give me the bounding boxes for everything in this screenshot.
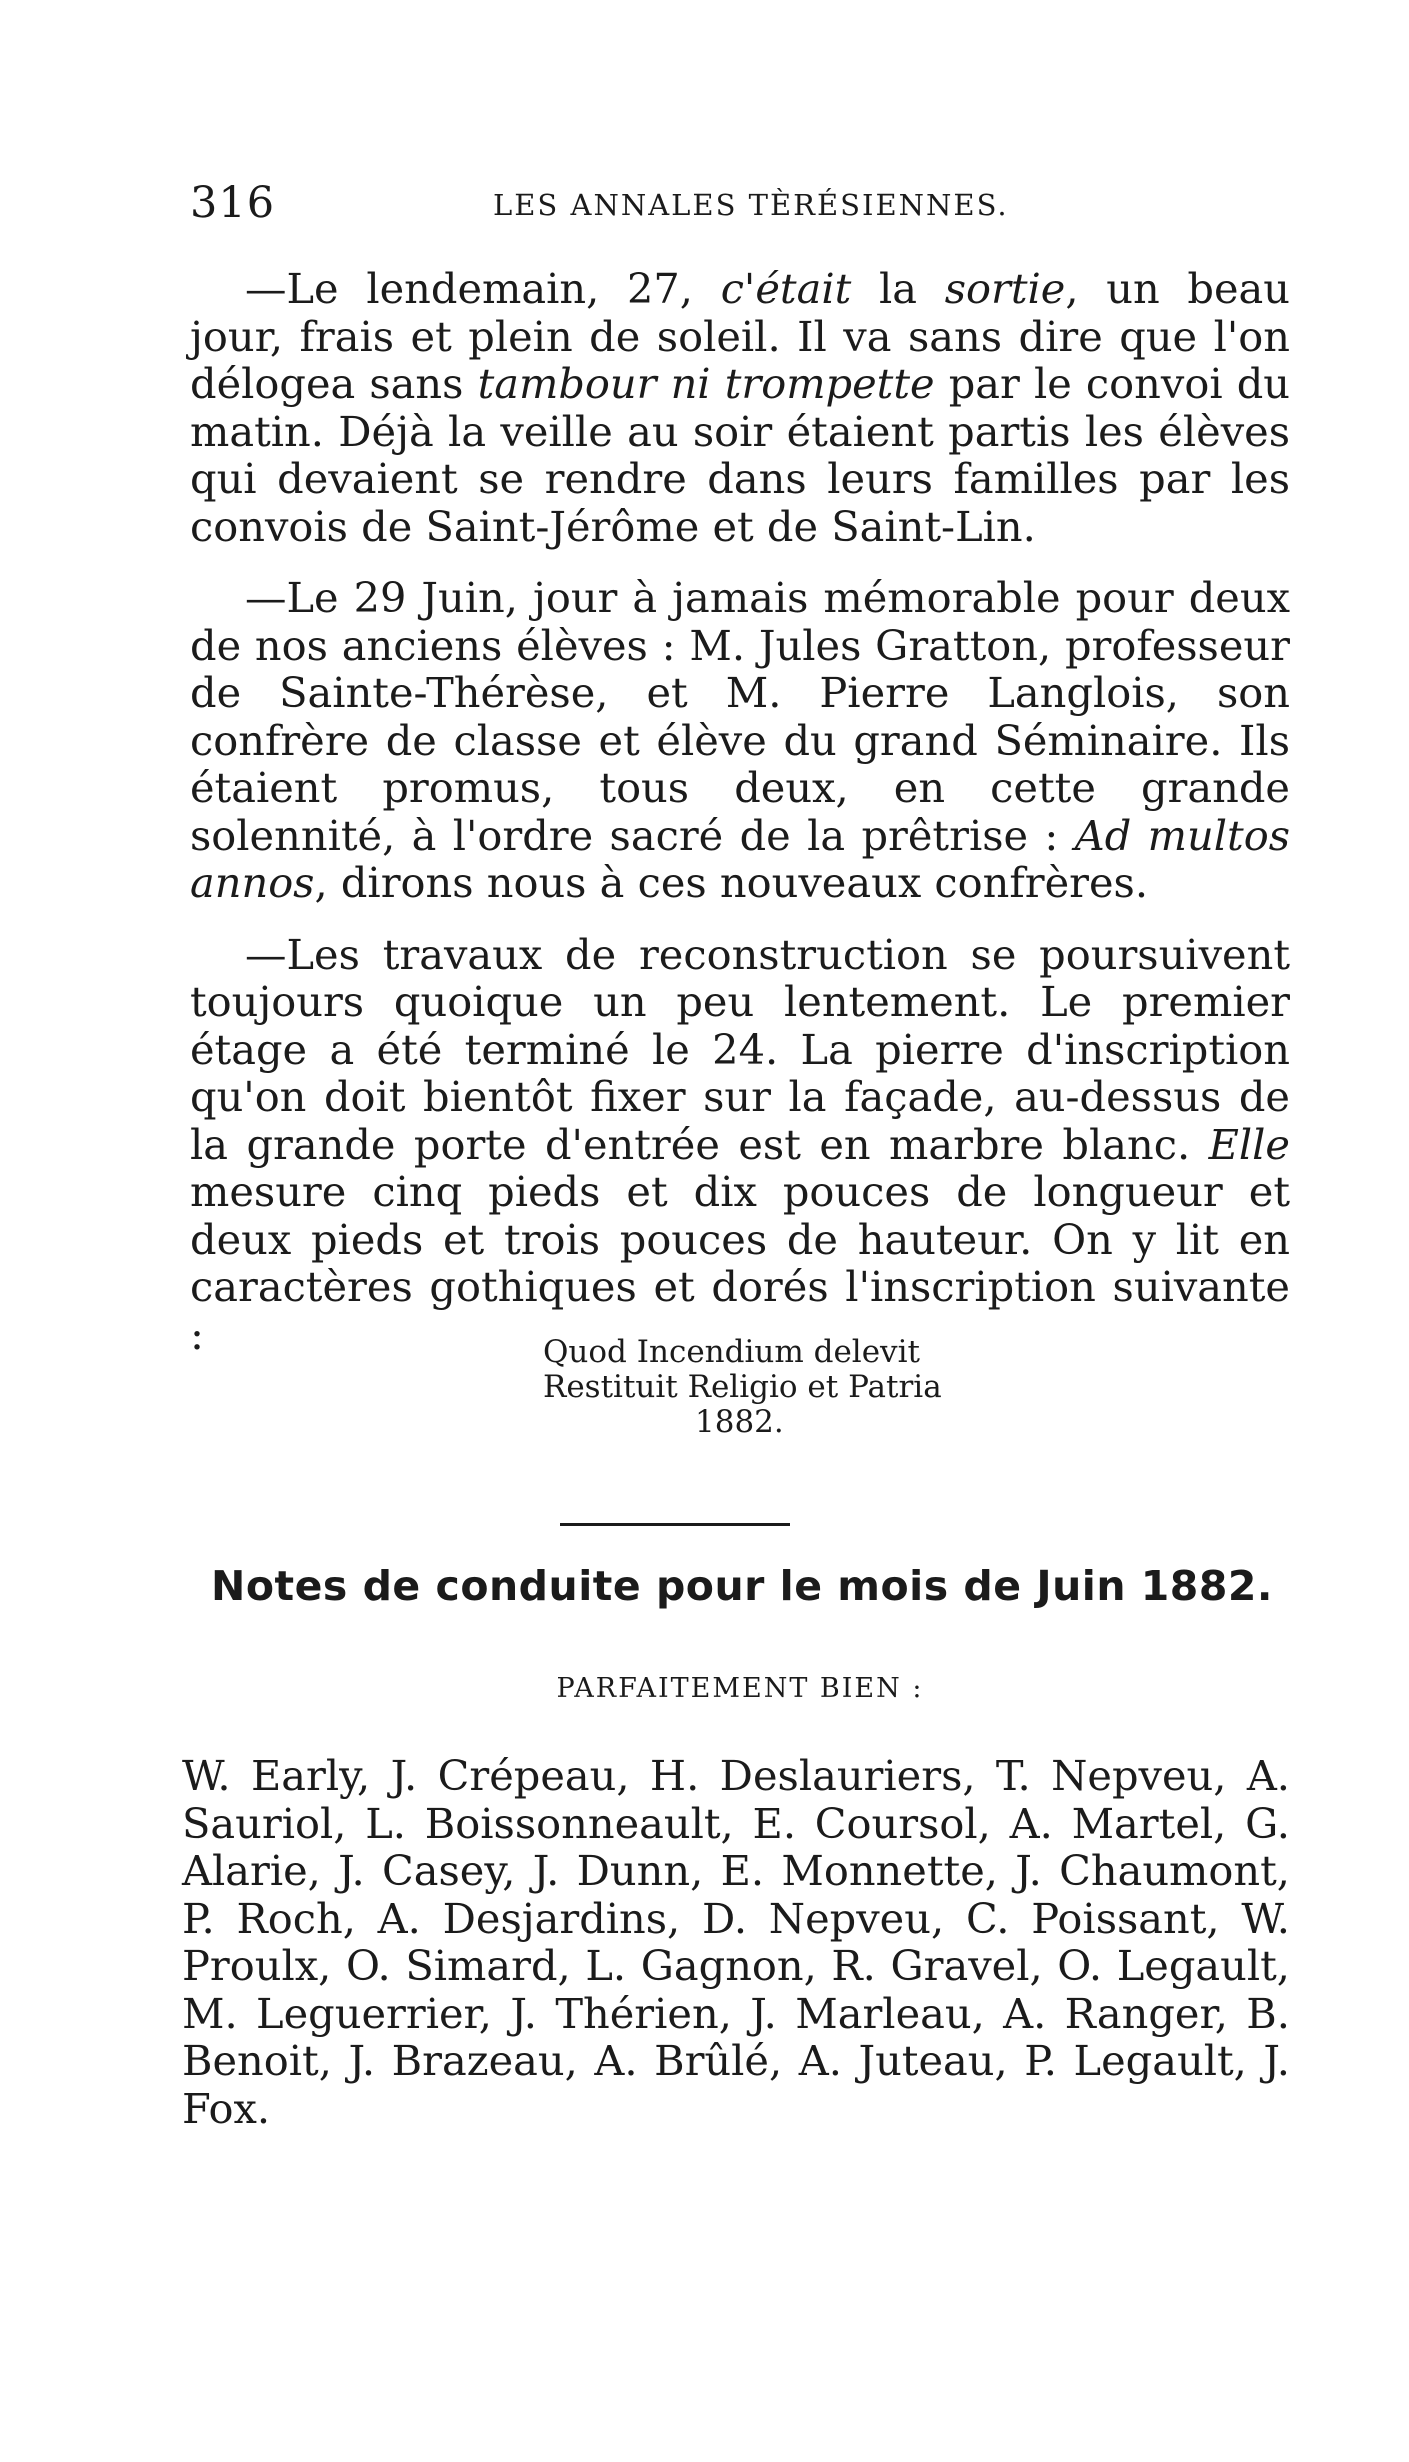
italic-text: c'était (720, 264, 852, 313)
text-segment: —Le lendemain, 27, (245, 264, 721, 313)
paragraph-travaux (190, 931, 1290, 1359)
article-body (190, 265, 1290, 1382)
text-segment: —Le 29 Juin, jour à jamais mémorable pour deux de nos anciens élèves : M. Jules Gratton, professeur de Sainte-Thérèse, et M. Pierre Langlois, son confrère de classe et élève du grand Séminaire. Ils étaient promus, tous deux, en cette grande solennité, à l'ordre sacré de la prêtrise : (190, 573, 1290, 860)
inscription-line: Restituit Religio et Patria (543, 1369, 942, 1405)
italic-text: tambour ni trompette (477, 359, 935, 408)
inscription-line: Quod Incendium delevit (543, 1334, 920, 1370)
rating-heading: PARFAITEMENT BIEN : (556, 1673, 924, 1704)
text-segment: , un beau jour, frais et plein de soleil. Il va sans dire que l'on délogea sans (190, 264, 1290, 408)
page-number: 316 (190, 178, 276, 228)
text-segment: la (851, 264, 945, 313)
inscription-year: 1882. (695, 1404, 784, 1440)
text-segment: par le convoi du matin. Déjà la veille au soir étaient partis les élèves qui devaient se rendre dans leurs familles par les convois de Saint-Jérôme et de Saint-Lin. (190, 359, 1291, 551)
inscription-block (543, 1335, 1043, 1440)
section-divider (560, 1523, 790, 1526)
student-name-list: W. Early, J. Crépeau, H. Deslauriers, T. Nepveu, A. Sauriol, L. Boissonneault, E. Coursol, A. Martel, G. Alarie, J. Casey, J. Dunn, E. Monnette, J. Chaumont, P. Roch, A. Desjardins, D. Nepveu, C. Poissant, W. Proulx, O. Simard, L. Gagnon, R. Gravel, O. Legault, M. Leguerrier, J. Thérien, J. Marleau, A. Ranger, B. Benoit, J. Brazeau, A. Brûlé, A. Juteau, P. Legault, J. Fox. (182, 1751, 1290, 2133)
section-title: Notes de conduite pour le mois de Juin 1882. (211, 1562, 1273, 1610)
paragraph-pretrise (190, 574, 1290, 907)
text-segment: mesure cinq pieds et dix pouces de longueur et deux pieds et trois pouces de hauteur. On y lit en caractères gothiques et dorés l'inscription suivante : (190, 1167, 1290, 1359)
italic-text: sortie (944, 264, 1066, 313)
italic-text: Elle (1208, 1119, 1290, 1169)
text-segment: , dirons nous à ces nouveaux confrères. (314, 858, 1149, 907)
italic-text: Ad multos annos (190, 810, 1290, 907)
paragraph-sortie (190, 265, 1290, 550)
text-segment: —Les travaux de reconstruction se poursuivent toujours quoique un peu lentement. Le premier étage a été terminé le 24. La pierre d'inscription qu'on doit bientôt fixer sur la façade, au-dessus de la grande porte d'entrée est en marbre blanc. (190, 929, 1290, 1169)
page-header (190, 178, 1290, 238)
running-title: LES ANNALES TÈRÉSIENNES. (493, 188, 1009, 222)
